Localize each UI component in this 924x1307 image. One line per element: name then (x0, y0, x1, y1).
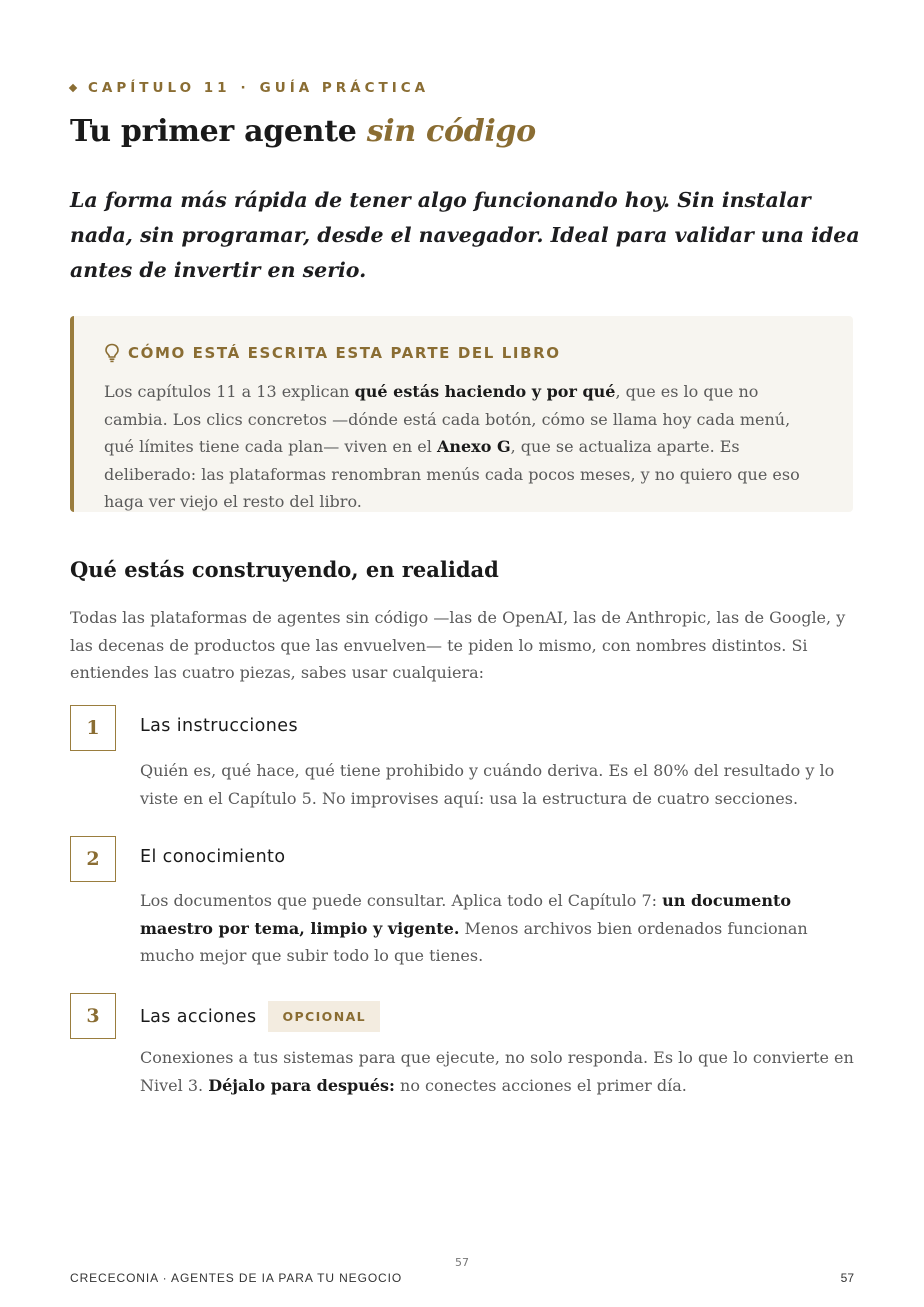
step-2-text-2: Menos archivos bien ordenados funcionan mucho mejor que subir todo lo que tienes. (140, 918, 808, 965)
diamond-icon (69, 84, 77, 92)
step-2-text-1: Los documentos que puede consultar. Aplica todo el Capítulo 7: (140, 891, 663, 910)
lede-paragraph: La forma más rápida de tener algo funcionando hoy. Sin instalar nada, sin programar, desde el navegador. Ideal para validar una idea antes de invertir en serio. (70, 188, 860, 282)
callout-text-3: , que se actualiza aparte. Es deliberado: las plataformas renombran menús cada pocos meses, y no quiero que eso haga ver viejo el resto del libro. (104, 437, 800, 511)
page-number: 57 (840, 1271, 854, 1285)
callout-text-1: Los capítulos 11 a 13 explican (104, 382, 355, 401)
step-body-3 (140, 1044, 855, 1099)
step-title-1-text: Las instrucciones (140, 716, 298, 736)
step-body-2 (140, 887, 855, 970)
lightbulb-icon (104, 343, 120, 363)
page-number-center: 57 (455, 1256, 469, 1269)
kicker-separator: · (240, 80, 250, 96)
callout-body (104, 378, 824, 516)
step-1-text: Quién es, qué hace, qué tiene prohibido y cuándo deriva. Es el 80% del resultado y lo viste en el Capítulo 5. No improvises aquí: usa la estructura de cuatro secciones. (140, 761, 835, 808)
step-body-1 (140, 757, 855, 812)
chapter-kicker (70, 80, 429, 96)
callout-bold-2: Anexo G (436, 437, 511, 456)
step-title-1 (140, 716, 298, 736)
step-3-text-2: no conectes acciones el primer día. (394, 1075, 687, 1095)
step-number-1: 1 (70, 705, 116, 751)
step-number-2: 2 (70, 836, 116, 882)
step-title-2 (140, 847, 285, 867)
section-intro: Todas las plataformas de agentes sin código —las de OpenAI, las de Anthropic, las de Google, y las decenas de productos que las envuelven— te piden lo mismo, con nombres distintos. Si entiendes las cuatro piezas, sabes usar cualquiera: (70, 608, 846, 682)
kicker-chapter: CAPÍTULO 11 (88, 80, 231, 96)
callout-bold-1: qué estás haciendo y por qué (354, 382, 616, 401)
optional-badge: OPCIONAL (268, 1001, 380, 1032)
step-2-bold-1: un documento maestro por tema, limpio y vigente. (140, 891, 792, 938)
section-heading: Qué estás construyendo, en realidad (70, 557, 499, 582)
callout-text-2: , que es lo que no cambia. Los clics concretos —dónde está cada botón, cómo se llama hoy cada menú, qué límites tiene cada plan— viven en el (104, 382, 791, 456)
callout-heading (104, 343, 561, 363)
info-callout (70, 316, 853, 512)
title-accent: sin código (366, 114, 536, 149)
running-footer: CRECECONIA · AGENTES DE IA PARA TU NEGOCIO (70, 1271, 403, 1285)
step-3-bold-1: Déjalo para después: (208, 1075, 395, 1095)
step-title-3-text: Las acciones (140, 1006, 257, 1027)
step-3-text-1: Conexiones a tus sistemas para que ejecute, no solo responda. Es lo que lo convierte en Nivel 3. (140, 1048, 854, 1095)
page-title (70, 114, 536, 149)
step-number-3: 3 (70, 993, 116, 1039)
callout-heading-text: CÓMO ESTÁ ESCRITA ESTA PARTE DEL LIBRO (128, 344, 561, 362)
step-title-2-text: El conocimiento (140, 847, 286, 867)
step-title-3 (140, 1001, 380, 1032)
title-main: Tu primer agente (70, 114, 367, 149)
kicker-section: GUÍA PRÁCTICA (259, 80, 430, 96)
